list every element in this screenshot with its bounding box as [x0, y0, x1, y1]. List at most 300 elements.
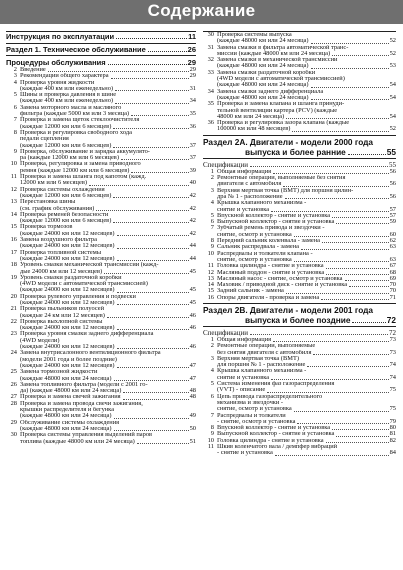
toc-entry-text: Опоры двигателя - проверка и замена: [217, 294, 320, 301]
dot-leader: [332, 428, 389, 430]
toc-entry-text: Проверка и замена провода свечи зажигания,: [20, 400, 143, 407]
toc-entry-number: 5: [210, 381, 214, 388]
toc-entry-page: 44: [189, 255, 196, 262]
toc-entry-number: 26: [10, 381, 17, 388]
toc-entry-page: 53: [389, 63, 396, 70]
procedures-label: Процедуры обслуживания: [6, 58, 106, 67]
dot-leader: [336, 222, 388, 224]
toc-entry-number: 10: [207, 250, 214, 257]
toc-entry-page: 54: [389, 82, 396, 89]
toc-entry-text: Проверка и замена щеток стеклоочистителя: [20, 117, 140, 124]
toc-intro[interactable]: [6, 32, 196, 41]
toc-entry-text: без снятия двигателя с автомобиля: [217, 349, 312, 356]
toc-entry-number: 9: [210, 244, 214, 251]
toc-entry-text: Проверка топливной системы: [20, 249, 102, 256]
toc-entry-text: (каждые 24000 км или 12 месяцев): [20, 230, 115, 237]
dot-leader: [108, 64, 187, 65]
dot-leader: [115, 89, 189, 91]
dot-leader: [117, 303, 189, 305]
toc-entry-text: Проверка системы управления выделений паров: [20, 432, 153, 439]
toc-entry-number: 7: [210, 225, 214, 232]
toc-entry-number: 15: [10, 224, 17, 231]
toc-entry-text: Система изменения фаз газораспределения: [217, 381, 335, 388]
toc-entry-page: 42: [189, 230, 196, 237]
toc-entry-text: снятие и установка: [217, 374, 270, 381]
toc-entry-number: 23: [10, 331, 17, 338]
toc-entry-text: Перестановка шины: [20, 199, 76, 206]
toc-entry-number: 28: [10, 400, 17, 407]
toc-entry-page: 62: [389, 238, 396, 245]
toc-entry-number: 19: [10, 274, 17, 281]
dot-leader: [336, 435, 388, 437]
toc-entry-text: фильтра (каждые 5000 км или 3 месяца): [20, 111, 130, 118]
toc-entry-number: 10: [207, 437, 214, 444]
toc-entry-page: 44: [189, 243, 196, 250]
dot-leader: [123, 391, 188, 393]
toc-entry-text: 48000 км или 24 месяца): [217, 113, 285, 120]
toc-entry-page: 46: [189, 325, 196, 332]
toc-entry-page: 57: [389, 206, 396, 213]
toc-entry-number: 20: [10, 293, 17, 300]
toc-entry-text: тельной вентиляции картера (PCV) (каждые: [217, 107, 338, 114]
dot-leader: [117, 247, 189, 249]
toc-entry-text: (каждые 24 км или 12 месяцев): [20, 312, 105, 319]
toc-entry-text: Замена внутрисалонного вентиляционного фильтра: [20, 350, 161, 357]
dot-leader: [286, 117, 388, 119]
toc-entry-page: 50: [189, 425, 196, 432]
toc-entry-text: Замена тормозной жидкости: [20, 369, 98, 376]
section-2a-line2: выпуска и более ранние: [245, 146, 346, 157]
dot-leader: [311, 98, 389, 100]
dot-leader: [117, 328, 189, 330]
toc-entry-page: 46: [189, 344, 196, 351]
toc-entry-page: 40: [189, 180, 196, 187]
toc-entry-number: 4: [210, 200, 214, 207]
toc-entry-page: 29: [189, 67, 196, 73]
dot-leader: [283, 185, 388, 187]
toc-entry[interactable]: [203, 295, 396, 301]
title-bar: [0, 0, 403, 24]
toc-entry-number: 8: [13, 129, 17, 136]
dot-leader: [322, 241, 389, 243]
section-2b-line1: Раздел 2B. Двигатели - модели 2001 года: [203, 304, 374, 315]
toc-entry-number: 33: [207, 69, 214, 76]
toc-entry-text: (модели 2001 года и более поздние): [20, 356, 117, 363]
toc-entry-page: 73: [389, 336, 396, 343]
dot-leader: [89, 184, 189, 186]
dot-leader: [121, 158, 189, 160]
toc-entry-text: (каждые 48000 км или 24 месяца): [217, 63, 309, 70]
toc-entry[interactable]: [6, 439, 196, 445]
toc-entry-text: Замена смазки в механической трансмиссии: [217, 57, 338, 64]
dot-leader: [137, 442, 189, 444]
toc-entry-text: (каждые 48000 км или 24 месяца): [217, 38, 309, 45]
toc-entry-number: 11: [207, 444, 214, 451]
toc-entry-page: 48: [189, 388, 196, 395]
spec-2a-page: 55: [389, 160, 396, 169]
toc-entry-text: Проверка и регулировка зазора клапана (каждые: [217, 120, 350, 127]
toc-entry-text: снятие, осмотр и установка: [217, 256, 292, 263]
toc-entry-text: Верхняя мертвая точка (ВМТ): [217, 355, 299, 362]
toc-entry-text: Замена моторного масла и масляного: [20, 104, 122, 111]
toc-entry-page: 81: [389, 431, 396, 438]
toc-entry-page: 67: [389, 263, 396, 270]
toc-entry-page: 54: [389, 94, 396, 101]
toc-entry-text: Общая информация: [217, 336, 272, 343]
toc-entry-text: (каждые 400 км или еженедельно): [20, 85, 114, 92]
toc-section-2b[interactable]: [203, 305, 396, 325]
dot-leader: [273, 172, 389, 174]
toc-entry-text: Проверка тормозов: [20, 224, 73, 231]
toc-entry-text: (каждые 12000 км или 6 месяцев): [20, 142, 112, 149]
toc-entry-text: Уровень смазки раздаточной коробки: [20, 274, 122, 281]
toc-entry-text: дые 24000 км или 12 месяцев): [20, 268, 103, 275]
dot-leader: [294, 260, 389, 262]
dot-leader: [294, 235, 389, 237]
section-2b-line2: выпуска и более поздние: [245, 314, 351, 325]
toc-entry-text: Уровень смазки механической трансмиссии (кажд-: [20, 262, 159, 269]
dot-leader: [117, 234, 189, 236]
dot-leader: [104, 272, 188, 274]
toc-intro-label: Инструкция по эксплуатации: [6, 32, 115, 41]
toc-entry-text: Обслуживание системы охлаждения: [20, 419, 120, 426]
dot-leader: [117, 291, 189, 293]
toc-entry-page: 70: [389, 288, 396, 295]
dot-leader: [148, 51, 187, 52]
toc-entry-text: Маховик / приводной диск - снятие и установка: [217, 282, 348, 289]
dot-leader: [301, 248, 389, 250]
toc-entry-number: 2: [13, 67, 17, 73]
toc-entry-number: 9: [13, 148, 17, 155]
toc-entry-text: Ремонтные операции, выполняемые без снятия: [217, 175, 346, 182]
toc-entry-number: 2: [210, 343, 214, 350]
toc-entry-page: 69: [389, 275, 396, 282]
toc-entry-page: 82: [389, 437, 396, 444]
toc-entry-number: 10: [10, 161, 17, 168]
toc-entry-text: Головка цилиндра - снятие и установка: [217, 437, 324, 444]
toc-entry-number: 3: [13, 73, 17, 80]
dot-leader: [294, 410, 389, 412]
toc-entry-text: Проверка ременей безопасности: [20, 211, 109, 218]
toc-entry-page: 56: [389, 181, 396, 188]
toc-entry-page: 34: [189, 98, 196, 105]
toc-entry-text: Проверка и замена шланга под капотом (кажд.: [20, 174, 147, 181]
dot-leader: [271, 378, 389, 380]
toc-entry-number: 11: [10, 174, 17, 181]
toc-entry-number: 7: [13, 117, 17, 124]
dot-leader: [292, 130, 388, 132]
section-1-label: Раздел 1. Техническое обслуживание: [6, 45, 146, 54]
toc-entry-text: Задний сальник - замена: [217, 288, 284, 295]
toc-section-1[interactable]: [6, 45, 196, 54]
dot-leader: [286, 292, 389, 294]
toc-entry-number: 3: [210, 355, 214, 362]
toc-entry-text: (4WD модели с автоматической трансмиссией): [20, 281, 148, 288]
toc-entry-page: 42: [189, 205, 196, 212]
toc-entry-page: 80: [389, 425, 396, 432]
toc-entry-text: (каждые 24000 км или 12 месяцев): [20, 287, 115, 294]
toc-entry-text: Масляный поддон - снятие и установка: [217, 269, 325, 276]
toc-entry-text: 100000 км или 48 месяцев): [217, 126, 291, 133]
toc-entry-text: (каждые 24000 км или 12 месяцев): [20, 325, 115, 332]
dot-leader: [113, 127, 188, 129]
dot-leader: [349, 285, 389, 287]
toc-entry-number: 3: [210, 187, 214, 194]
dot-leader: [326, 441, 389, 443]
dot-leader: [271, 210, 389, 212]
toc-entry-text: (каждые 48000 км или 24 месяца): [217, 94, 309, 101]
toc-entry-number: 1: [210, 168, 214, 175]
dot-leader: [311, 67, 389, 69]
toc-entry-page: 60: [389, 231, 396, 238]
left-column: [6, 31, 196, 445]
toc-entry-number: 24: [10, 350, 17, 357]
toc-entry-text: Сальник распредвала - замена: [217, 244, 299, 251]
dot-leader: [96, 209, 188, 211]
toc-entry-text: двигателя с автомобиля: [217, 181, 282, 188]
toc-entry-number: 4: [13, 79, 17, 86]
toc-entry-text: Выпускной коллектор - снятие и установка: [217, 431, 335, 438]
toc-entry-number: 34: [207, 88, 214, 95]
right-toc-list-2b: [203, 337, 396, 457]
toc-entry-number: 22: [10, 318, 17, 325]
toc-entry-page: 48: [189, 394, 196, 401]
toc-entry-page: 35: [189, 111, 196, 118]
toc-entry-page: 63: [389, 244, 396, 251]
dot-leader: [123, 398, 189, 400]
section-1-page: 26: [187, 45, 196, 54]
toc-spec-2a[interactable]: [203, 161, 396, 169]
toc-intro-page: 11: [188, 32, 196, 41]
toc-procedures[interactable]: [6, 58, 196, 67]
toc-entry-page: 47: [189, 375, 196, 382]
toc-entry-text: (каждые 24000 км или 12 месяцев): [20, 255, 115, 262]
toc-entry-text: Проверка рулевого управления и подвески: [20, 293, 136, 300]
right-toc-list-top: [203, 32, 396, 133]
toc-entry-page: 74: [389, 362, 396, 369]
dot-leader: [326, 273, 388, 275]
toc-entry-text: (каждые 48000 км или 24 месяца): [20, 413, 112, 420]
toc-entry-text: для поршня № 1 - расположение: [217, 362, 306, 369]
toc-entry-text: Масляный насос - снятие, осмотр и установка: [217, 275, 343, 282]
dot-leader: [307, 365, 388, 367]
toc-entry-number: 12: [207, 269, 214, 276]
toc-entry-page: 63: [389, 256, 396, 263]
dot-leader: [345, 279, 389, 281]
dot-leader: [117, 347, 189, 349]
dot-leader: [275, 454, 389, 456]
toc-entry-page: 36: [189, 123, 196, 130]
right-toc-list-2a: [203, 169, 396, 301]
toc-entry-text: снятие, осмотр и установка: [217, 406, 292, 413]
toc-entry-text: (каждые 400 км или еженедельно): [20, 98, 114, 105]
section-2b-block: [203, 303, 396, 327]
toc-entry-text: Проверка уровня жидкости: [20, 79, 95, 86]
dot-leader: [117, 259, 189, 261]
toc-entry-text: Проверка выхлопной системы: [20, 318, 103, 325]
toc-entry-number: 9: [210, 431, 214, 438]
toc-entry-page: 37: [189, 142, 196, 149]
toc-entry-text: Проверка системы охлаждения: [20, 186, 105, 193]
toc-entry-page: 75: [389, 406, 396, 413]
dot-leader: [332, 216, 389, 218]
toc-entry-number: 14: [207, 282, 214, 289]
toc-entry-text: дра № 1 - расположение: [217, 193, 283, 200]
toc-entry-text: - снятие и установка: [217, 450, 273, 457]
section-2a-page: 55: [386, 146, 396, 157]
toc-entry-number: 6: [13, 104, 17, 111]
dot-leader: [117, 366, 189, 368]
toc-entry-page: 45: [189, 268, 196, 275]
toc-entry-text: Крышка клапанного механизма -: [217, 200, 307, 207]
toc-entry-text: Проверка системы выпуска: [217, 32, 292, 38]
dot-leader: [131, 114, 189, 116]
toc-entry-text: Проверка, обслуживание и зарядка аккумулято-: [20, 148, 150, 155]
toc-entry-page: 70: [389, 282, 396, 289]
toc-entry-page: 52: [389, 50, 396, 57]
toc-entry-text: Проверка пыльников полуосей: [20, 306, 104, 313]
dot-leader: [321, 298, 388, 300]
toc-entry-text: Проверка, регулировка и замена приводного: [20, 161, 141, 168]
toc-entry-page: 68: [389, 269, 396, 276]
toc-entry-number: 32: [207, 57, 214, 64]
toc-entry-number: 5: [13, 92, 17, 99]
toc-entry-text: Впускной коллектор - снятие и установка: [217, 425, 331, 432]
toc-entry-text: механизма и звездочки -: [217, 399, 284, 406]
toc-entry-page: 42: [189, 218, 196, 225]
toc-entry-number: 30: [207, 32, 214, 38]
toc-entry-text: Замена воздушного фильтра: [20, 237, 97, 244]
toc-entry-page: 46: [189, 312, 196, 319]
toc-entry-text: Верхняя мертвая точка (ВМТ) для поршня цилин-: [217, 187, 354, 194]
toc-entry-number: 1: [210, 336, 214, 343]
toc-entry-text: (4WD модели с автоматической трансмиссией): [217, 76, 345, 83]
toc-entry-text: (каждые 48000 км или 24 месяца): [20, 375, 112, 382]
toc-entry-page: 51: [189, 438, 196, 445]
toc-entry-number: 13: [207, 275, 214, 282]
section-2b-page: 72: [386, 314, 396, 325]
toc-entry-page: 71: [389, 294, 396, 301]
dot-leader: [311, 42, 389, 44]
toc-entry-text: Замена топливного фильтра (модели с 2001 го-: [20, 381, 148, 388]
toc-entry-number: 13: [10, 199, 17, 206]
toc-entry-text: Ремонтные операции, выполняемые: [217, 343, 316, 350]
dot-leader: [114, 417, 189, 419]
dot-leader: [113, 221, 188, 223]
dot-leader: [326, 267, 389, 269]
spec-2a-label: Спецификации: [203, 160, 248, 169]
toc-entry-text: Выпускной коллектор - снятие и установка: [217, 219, 335, 226]
toc-entry-page: 56: [389, 168, 396, 175]
spec-2b-label: Спецификации: [203, 328, 248, 337]
toc-entry-text: (см. график обслуживания): [20, 205, 95, 212]
toc-entry-number: 16: [10, 237, 17, 244]
toc-entry-text: Распредвалы и толкатели: [217, 412, 286, 419]
toc-entry-text: 12000 км или 6 месяцев): [20, 180, 87, 187]
toc-entry-text: Замена смазки раздаточной коробки: [217, 69, 316, 76]
toc-entry-page: 49: [189, 413, 196, 420]
toc-entry-text: топлива (каждые 48000 км или 24 месяца): [20, 438, 135, 445]
page-title: Содержание: [147, 1, 256, 20]
toc-entry-page: 42: [189, 192, 196, 199]
toc-entry-page: 45: [189, 299, 196, 306]
toc-entry-text: ремня (каждые 12000 км или 6 месяцев): [20, 167, 130, 174]
toc-entry-number: 8: [210, 238, 214, 245]
toc-entry-text: да) (каждые 48000 км или 24 месяца): [20, 388, 122, 395]
toc-entry-text: Распредвалы и толкатели клапана -: [217, 250, 313, 257]
toc-entry-text: (каждые 48000 км или 24 месяца): [20, 425, 112, 432]
toc-entry-page: 74: [389, 374, 396, 381]
toc-entry-page: 45: [189, 287, 196, 294]
toc-entry-number: 2: [210, 175, 214, 182]
toc-entry[interactable]: [203, 126, 396, 132]
toc-entry-text: Замена смазки заднего дифференциала: [217, 88, 324, 95]
dot-leader: [285, 197, 389, 199]
toc-entry-text: Рекомендации общего характера: [20, 73, 109, 80]
toc-entry-page: 31: [189, 85, 196, 92]
toc-entry-number: 6: [210, 393, 214, 400]
dot-leader: [352, 315, 385, 323]
toc-entry-page: 75: [389, 387, 396, 394]
toc-entry-text: (каждые 12000 км или 6 месяцев): [20, 218, 112, 225]
dot-leader: [250, 329, 388, 335]
toc-entry-number: 21: [10, 306, 17, 313]
toc-entry-page: 59: [389, 219, 396, 226]
dot-leader: [107, 316, 189, 318]
procedures-page: 29: [187, 58, 196, 67]
spec-2b-page: 72: [389, 328, 396, 337]
toc-entry-number: 8: [210, 425, 214, 432]
left-toc-list: [6, 67, 196, 445]
dot-leader: [114, 379, 189, 381]
toc-spec-2b[interactable]: [203, 329, 396, 337]
toc-entry-number: 36: [207, 120, 214, 127]
toc-entry-number: 29: [10, 419, 17, 426]
toc-entry-number: 12: [10, 186, 17, 193]
toc-entry-text: (4WD модели): [20, 337, 60, 344]
toc-entry-number: 15: [207, 288, 214, 295]
toc-entry-page: 56: [389, 193, 396, 200]
toc-entry-number: 27: [10, 394, 17, 401]
dot-leader: [115, 102, 189, 104]
dot-leader: [116, 38, 187, 39]
toc-entry-text: (VVT) - описание: [217, 387, 266, 394]
toc-entry-number: 31: [207, 44, 214, 51]
dot-leader: [111, 77, 189, 79]
dot-leader: [113, 146, 188, 148]
toc-entry-text: снятие и установка: [217, 206, 270, 213]
toc-entry-text: снятие, осмотр и установка: [217, 231, 292, 238]
toc-entry-text: Шины и проверка давления в шине: [20, 92, 117, 99]
toc-entry-text: Проверка и регулировка свободного хода: [20, 129, 132, 136]
toc-entry-text: Передний сальник коленвала - замена: [217, 238, 320, 245]
toc-entry-number: 5: [210, 212, 214, 219]
toc-entry-text: (каждые 48000 км или 24 месяца): [217, 82, 309, 89]
toc-entry-text: (каждые 12000 км или 6 месяцев): [20, 123, 112, 130]
toc-section-2a[interactable]: [203, 137, 396, 157]
dot-leader: [297, 422, 388, 424]
dot-leader: [313, 353, 388, 355]
toc-entry-text: Общая информация: [217, 168, 272, 175]
toc-entry-number: 35: [207, 101, 214, 108]
dot-leader: [348, 147, 386, 155]
section-2a-line1: Раздел 2A. Двигатели - модели 2000 года: [203, 136, 374, 147]
toc-entry-text: Зубчатый ремень привода и звездочки -: [217, 225, 325, 232]
toc-entry[interactable]: [203, 450, 396, 456]
toc-entry-text: (каждые 24000 км или 12 месяцев): [20, 243, 115, 250]
toc-entry-text: крышки распределителя и бегунка: [20, 407, 115, 414]
dot-leader: [48, 70, 189, 72]
